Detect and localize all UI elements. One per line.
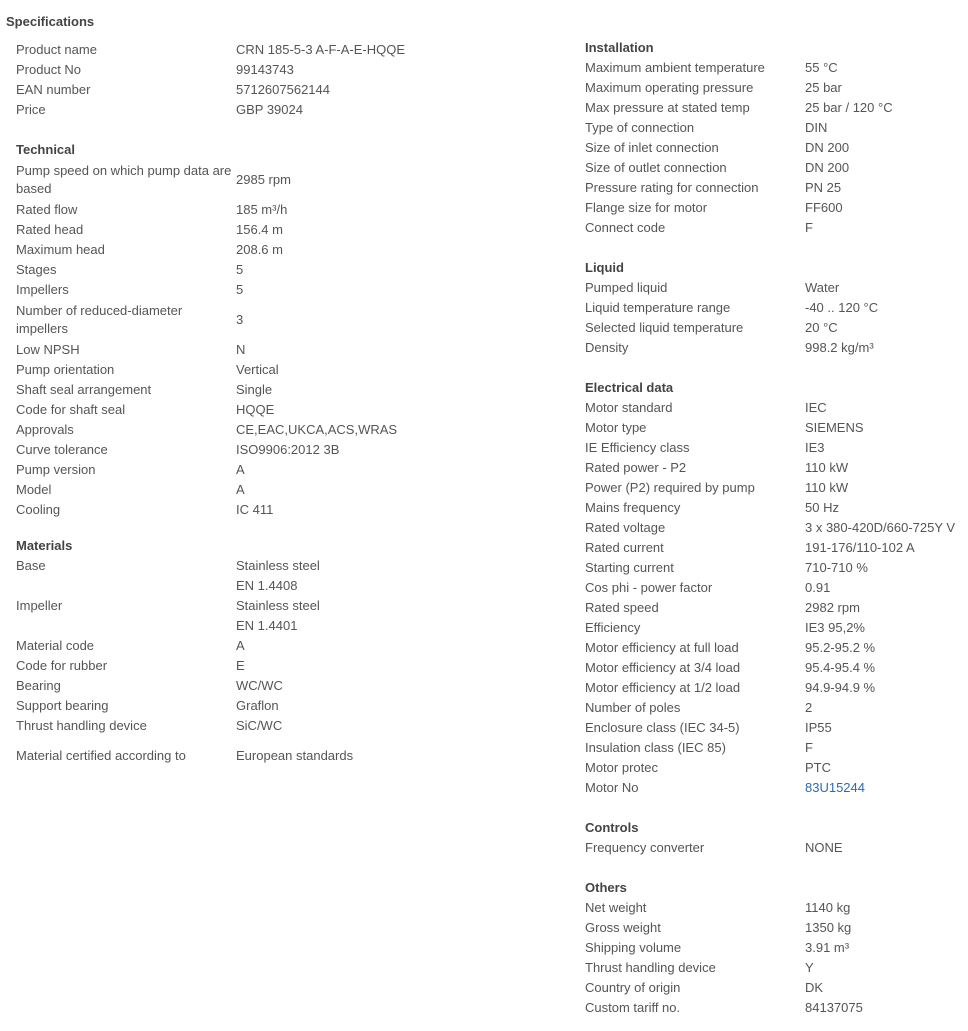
spec-row [16, 240, 416, 260]
spec-label: Cos phi - power factor [585, 580, 713, 595]
spec-row [585, 998, 965, 1018]
spec-label: Maximum ambient temperature [585, 60, 765, 75]
spec-label: Approvals [16, 422, 74, 437]
spec-label: Curve tolerance [16, 442, 108, 457]
spec-label: Flange size for motor [585, 200, 708, 215]
spec-value: 110 kW [805, 460, 849, 475]
electrical-rows [585, 398, 965, 778]
spec-label: Rated speed [585, 600, 659, 615]
spec-label: Price [16, 102, 46, 117]
spec-value: IE3 95,2% [805, 620, 865, 635]
spec-row [585, 198, 965, 218]
liquid-heading: Liquid [585, 260, 624, 275]
spec-value-line: EN 1.4401 [236, 618, 298, 633]
spec-value: 2982 rpm [805, 600, 860, 615]
spec-value: 110 kW [805, 480, 849, 495]
spec-row [585, 278, 965, 298]
spec-row [16, 40, 416, 60]
spec-label: Number of poles [585, 700, 681, 715]
spec-label: Rated flow [16, 202, 78, 217]
spec-row [585, 898, 965, 918]
general-section [16, 40, 416, 120]
materials-section [16, 536, 416, 776]
spec-label: Product No [16, 62, 82, 77]
page-title: Specifications [6, 14, 95, 29]
spec-value: ISO9906:2012 3B [236, 442, 340, 457]
spec-row [585, 178, 965, 198]
spec-value: Graflon [236, 698, 279, 713]
spec-row [585, 218, 965, 238]
spec-label: Frequency converter [585, 840, 705, 855]
spec-label: Motor type [585, 420, 647, 435]
spec-row [585, 558, 965, 578]
spec-value: 25 bar / 120 °C [805, 100, 893, 115]
spec-row [585, 578, 965, 598]
motor-no-link[interactable]: 83U15244 [805, 780, 865, 795]
spec-label: Pump orientation [16, 362, 115, 377]
spec-value: SiC/WC [236, 718, 283, 733]
technical-section [16, 140, 416, 520]
spec-label: Stages [16, 262, 57, 277]
spec-label: Pressure rating for connection [585, 180, 759, 195]
spec-value: IC 411 [236, 502, 274, 517]
spec-row [16, 400, 416, 420]
spec-value [236, 556, 416, 596]
spec-row [585, 98, 965, 118]
spec-row [16, 420, 416, 440]
spec-label: Motor No [585, 780, 639, 795]
spec-value: 84137075 [805, 1000, 863, 1015]
technical-rows [16, 160, 416, 520]
spec-label: Liquid temperature range [585, 300, 731, 315]
spec-row [16, 440, 416, 460]
spec-row [16, 260, 416, 280]
spec-value: 3.91 m³ [805, 940, 850, 955]
spec-label: Max pressure at stated temp [585, 100, 750, 115]
spec-label: IE Efficiency class [585, 440, 690, 455]
general-rows [16, 40, 416, 120]
spec-value: WC/WC [236, 678, 283, 693]
spec-value: 25 bar [805, 80, 842, 95]
spec-value: A [236, 462, 245, 477]
spec-row [16, 300, 416, 340]
spec-label: Rated voltage [585, 520, 666, 535]
spec-row [585, 518, 965, 538]
spec-value: 3 [236, 312, 244, 327]
spec-row [585, 418, 965, 438]
spec-value: F [805, 220, 813, 235]
spec-label: Net weight [585, 900, 647, 915]
spec-value: IEC [805, 400, 827, 415]
spec-row [16, 360, 416, 380]
spec-label: Maximum head [16, 242, 105, 257]
spec-row [585, 958, 965, 978]
spec-row [585, 618, 965, 638]
liquid-rows [585, 278, 965, 358]
spec-row [585, 678, 965, 698]
spec-label: Base [16, 558, 46, 573]
spec-value: PN 25 [805, 180, 842, 195]
spec-label: Code for rubber [16, 658, 108, 673]
spec-value-line: EN 1.4408 [236, 578, 298, 593]
spec-value: 94.9-94.9 % [805, 680, 876, 695]
spec-label: Code for shaft seal [16, 402, 126, 417]
spec-row [585, 438, 965, 458]
spec-label: Pump version [16, 462, 96, 477]
spec-row [585, 838, 965, 858]
spec-row [16, 160, 416, 200]
spec-row [585, 918, 965, 938]
spec-row [16, 60, 416, 80]
materials-heading: Materials [16, 538, 73, 553]
spec-row [585, 58, 965, 78]
spec-row [16, 716, 416, 736]
spec-value: E [236, 658, 245, 673]
spec-row [585, 398, 965, 418]
spec-row [585, 138, 965, 158]
spec-value: -40 .. 120 °C [805, 300, 879, 315]
spec-row [585, 758, 965, 778]
spec-label: Impellers [16, 282, 69, 297]
spec-value: 1140 kg [805, 900, 851, 915]
spec-label: Country of origin [585, 980, 681, 995]
spec-value: 2985 rpm [236, 172, 291, 187]
spec-row [585, 298, 965, 318]
spec-row [16, 340, 416, 360]
spec-row [585, 338, 965, 358]
spec-row [16, 380, 416, 400]
spec-label: Model [16, 482, 52, 497]
spec-row [16, 280, 416, 300]
spec-label: Support bearing [16, 698, 109, 713]
spec-value: European standards [236, 748, 354, 763]
spec-row [585, 478, 965, 498]
spec-label: Density [585, 340, 629, 355]
spec-value: Water [805, 280, 840, 295]
spec-label: Pump speed on which pump data are based [16, 163, 232, 196]
spec-row [585, 598, 965, 618]
spec-value: 55 °C [805, 60, 838, 75]
spec-label: Maximum operating pressure [585, 80, 754, 95]
spec-label: Material certified according to [16, 748, 186, 763]
spec-label: Efficiency [585, 620, 641, 635]
spec-label: Starting current [585, 560, 674, 575]
spec-value: IE3 [805, 440, 825, 455]
spec-label: Type of connection [585, 120, 695, 135]
spec-value: 998.2 kg/m³ [805, 340, 874, 355]
spec-row [16, 460, 416, 480]
spec-label: Motor efficiency at 1/2 load [585, 680, 741, 695]
spec-value: 3 x 380-420D/660-725Y V [805, 520, 956, 535]
spec-row [585, 538, 965, 558]
spec-label: Gross weight [585, 920, 661, 935]
spec-value: N [236, 342, 246, 357]
spec-value: 1350 kg [805, 920, 852, 935]
spec-value-line: Stainless steel [236, 598, 320, 613]
spec-value: 156.4 m [236, 222, 283, 237]
spec-value: 50 Hz [805, 500, 839, 515]
spec-value: 5 [236, 282, 244, 297]
controls-rows [585, 838, 965, 858]
spec-label: Motor efficiency at full load [585, 640, 739, 655]
spec-label: Thrust handling device [16, 718, 147, 733]
spec-value: F [805, 740, 813, 755]
others-section [585, 878, 965, 1018]
spec-label: Impeller [16, 598, 63, 613]
electrical-section [585, 378, 965, 798]
spec-label: Low NPSH [16, 342, 80, 357]
spec-value: 5 [236, 262, 244, 277]
spec-row [16, 100, 416, 120]
spec-value: 0.91 [805, 580, 831, 595]
spec-row [585, 458, 965, 478]
spec-row [16, 676, 416, 696]
spec-row [16, 656, 416, 676]
spec-label: Shipping volume [585, 940, 682, 955]
spec-label: Rated current [585, 540, 664, 555]
spec-row [16, 480, 416, 500]
spec-row [16, 696, 416, 716]
installation-heading: Installation [585, 40, 654, 55]
spec-row [16, 200, 416, 220]
spec-label: Cooling [16, 502, 61, 517]
spec-value: CRN 185-5-3 A-F-A-E-HQQE [236, 42, 406, 57]
spec-row [16, 80, 416, 100]
spec-value: A [236, 482, 245, 497]
liquid-section [585, 258, 965, 358]
spec-row [585, 658, 965, 678]
spec-value: 185 m³/h [236, 202, 288, 217]
spec-value: 95.4-95.4 % [805, 660, 876, 675]
spec-row [585, 158, 965, 178]
spec-label: EAN number [16, 82, 91, 97]
spec-value: DN 200 [805, 160, 850, 175]
installation-section [585, 38, 965, 238]
controls-section [585, 818, 965, 858]
spec-row [585, 498, 965, 518]
spec-label: Material code [16, 638, 95, 653]
controls-heading: Controls [585, 820, 639, 835]
spec-value [236, 596, 416, 636]
spec-value-line: Stainless steel [236, 558, 320, 573]
spec-label: Motor protec [585, 760, 658, 775]
spec-row [16, 500, 416, 520]
spec-value: DN 200 [805, 140, 850, 155]
spec-row [585, 118, 965, 138]
spec-label: Product name [16, 42, 97, 57]
spec-label: Motor standard [585, 400, 673, 415]
spec-row [585, 938, 965, 958]
spec-label: Connect code [585, 220, 666, 235]
spec-label: Shaft seal arrangement [16, 382, 152, 397]
spec-row [585, 638, 965, 658]
spec-label: Pumped liquid [585, 280, 668, 295]
spec-value: 95.2-95.2 % [805, 640, 876, 655]
spec-value [805, 779, 965, 797]
spec-label: Size of outlet connection [585, 160, 727, 175]
spec-value: A [236, 638, 245, 653]
spec-value: SIEMENS [805, 420, 864, 435]
spec-value: 2 [805, 700, 813, 715]
spec-label: Selected liquid temperature [585, 320, 744, 335]
spec-row [585, 698, 965, 718]
spec-label: Size of inlet connection [585, 140, 719, 155]
spec-label: Custom tariff no. [585, 1000, 681, 1015]
spec-value: FF600 [805, 200, 843, 215]
electrical-heading: Electrical data [585, 380, 674, 395]
spec-value: NONE [805, 840, 843, 855]
spec-label: Insulation class (IEC 85) [585, 740, 726, 755]
spec-value: Y [805, 960, 814, 975]
spec-row [585, 738, 965, 758]
others-heading: Others [585, 880, 627, 895]
spec-value: 710-710 % [805, 560, 868, 575]
material-impeller-row [16, 596, 416, 636]
spec-row [585, 318, 965, 338]
spec-row [16, 736, 416, 776]
spec-value: 5712607562144 [236, 82, 330, 97]
spec-row [585, 978, 965, 998]
spec-value: 20 °C [805, 320, 838, 335]
spec-value: HQQE [236, 402, 275, 417]
materials-rows [16, 636, 416, 776]
spec-label: Motor efficiency at 3/4 load [585, 660, 741, 675]
spec-value: IP55 [805, 720, 832, 735]
spec-value: Vertical [236, 362, 279, 377]
installation-rows [585, 58, 965, 238]
others-rows [585, 898, 965, 1018]
spec-row [16, 636, 416, 656]
spec-value: PTC [805, 760, 831, 775]
spec-label: Rated power - P2 [585, 460, 687, 475]
spec-label: Number of reduced-diameter impellers [16, 303, 183, 336]
spec-value: CE,EAC,UKCA,ACS,WRAS [236, 422, 398, 437]
spec-value: 99143743 [236, 62, 294, 77]
spec-label: Rated head [16, 222, 84, 237]
spec-row [585, 78, 965, 98]
spec-label: Bearing [16, 678, 61, 693]
spec-label: Thrust handling device [585, 960, 716, 975]
spec-value: 208.6 m [236, 242, 283, 257]
spec-label: Enclosure class (IEC 34-5) [585, 720, 740, 735]
spec-value: DIN [805, 120, 828, 135]
spec-label: Power (P2) required by pump [585, 480, 755, 495]
spec-row [585, 718, 965, 738]
spec-value: GBP 39024 [236, 102, 303, 117]
motor-no-row [585, 778, 965, 798]
spec-value: 191-176/110-102 A [805, 540, 915, 555]
material-base-row [16, 556, 416, 596]
spec-value: Single [236, 382, 273, 397]
spec-value: DK [805, 980, 824, 995]
technical-heading: Technical [16, 142, 76, 157]
spec-label: Mains frequency [585, 500, 681, 515]
spec-row [16, 220, 416, 240]
